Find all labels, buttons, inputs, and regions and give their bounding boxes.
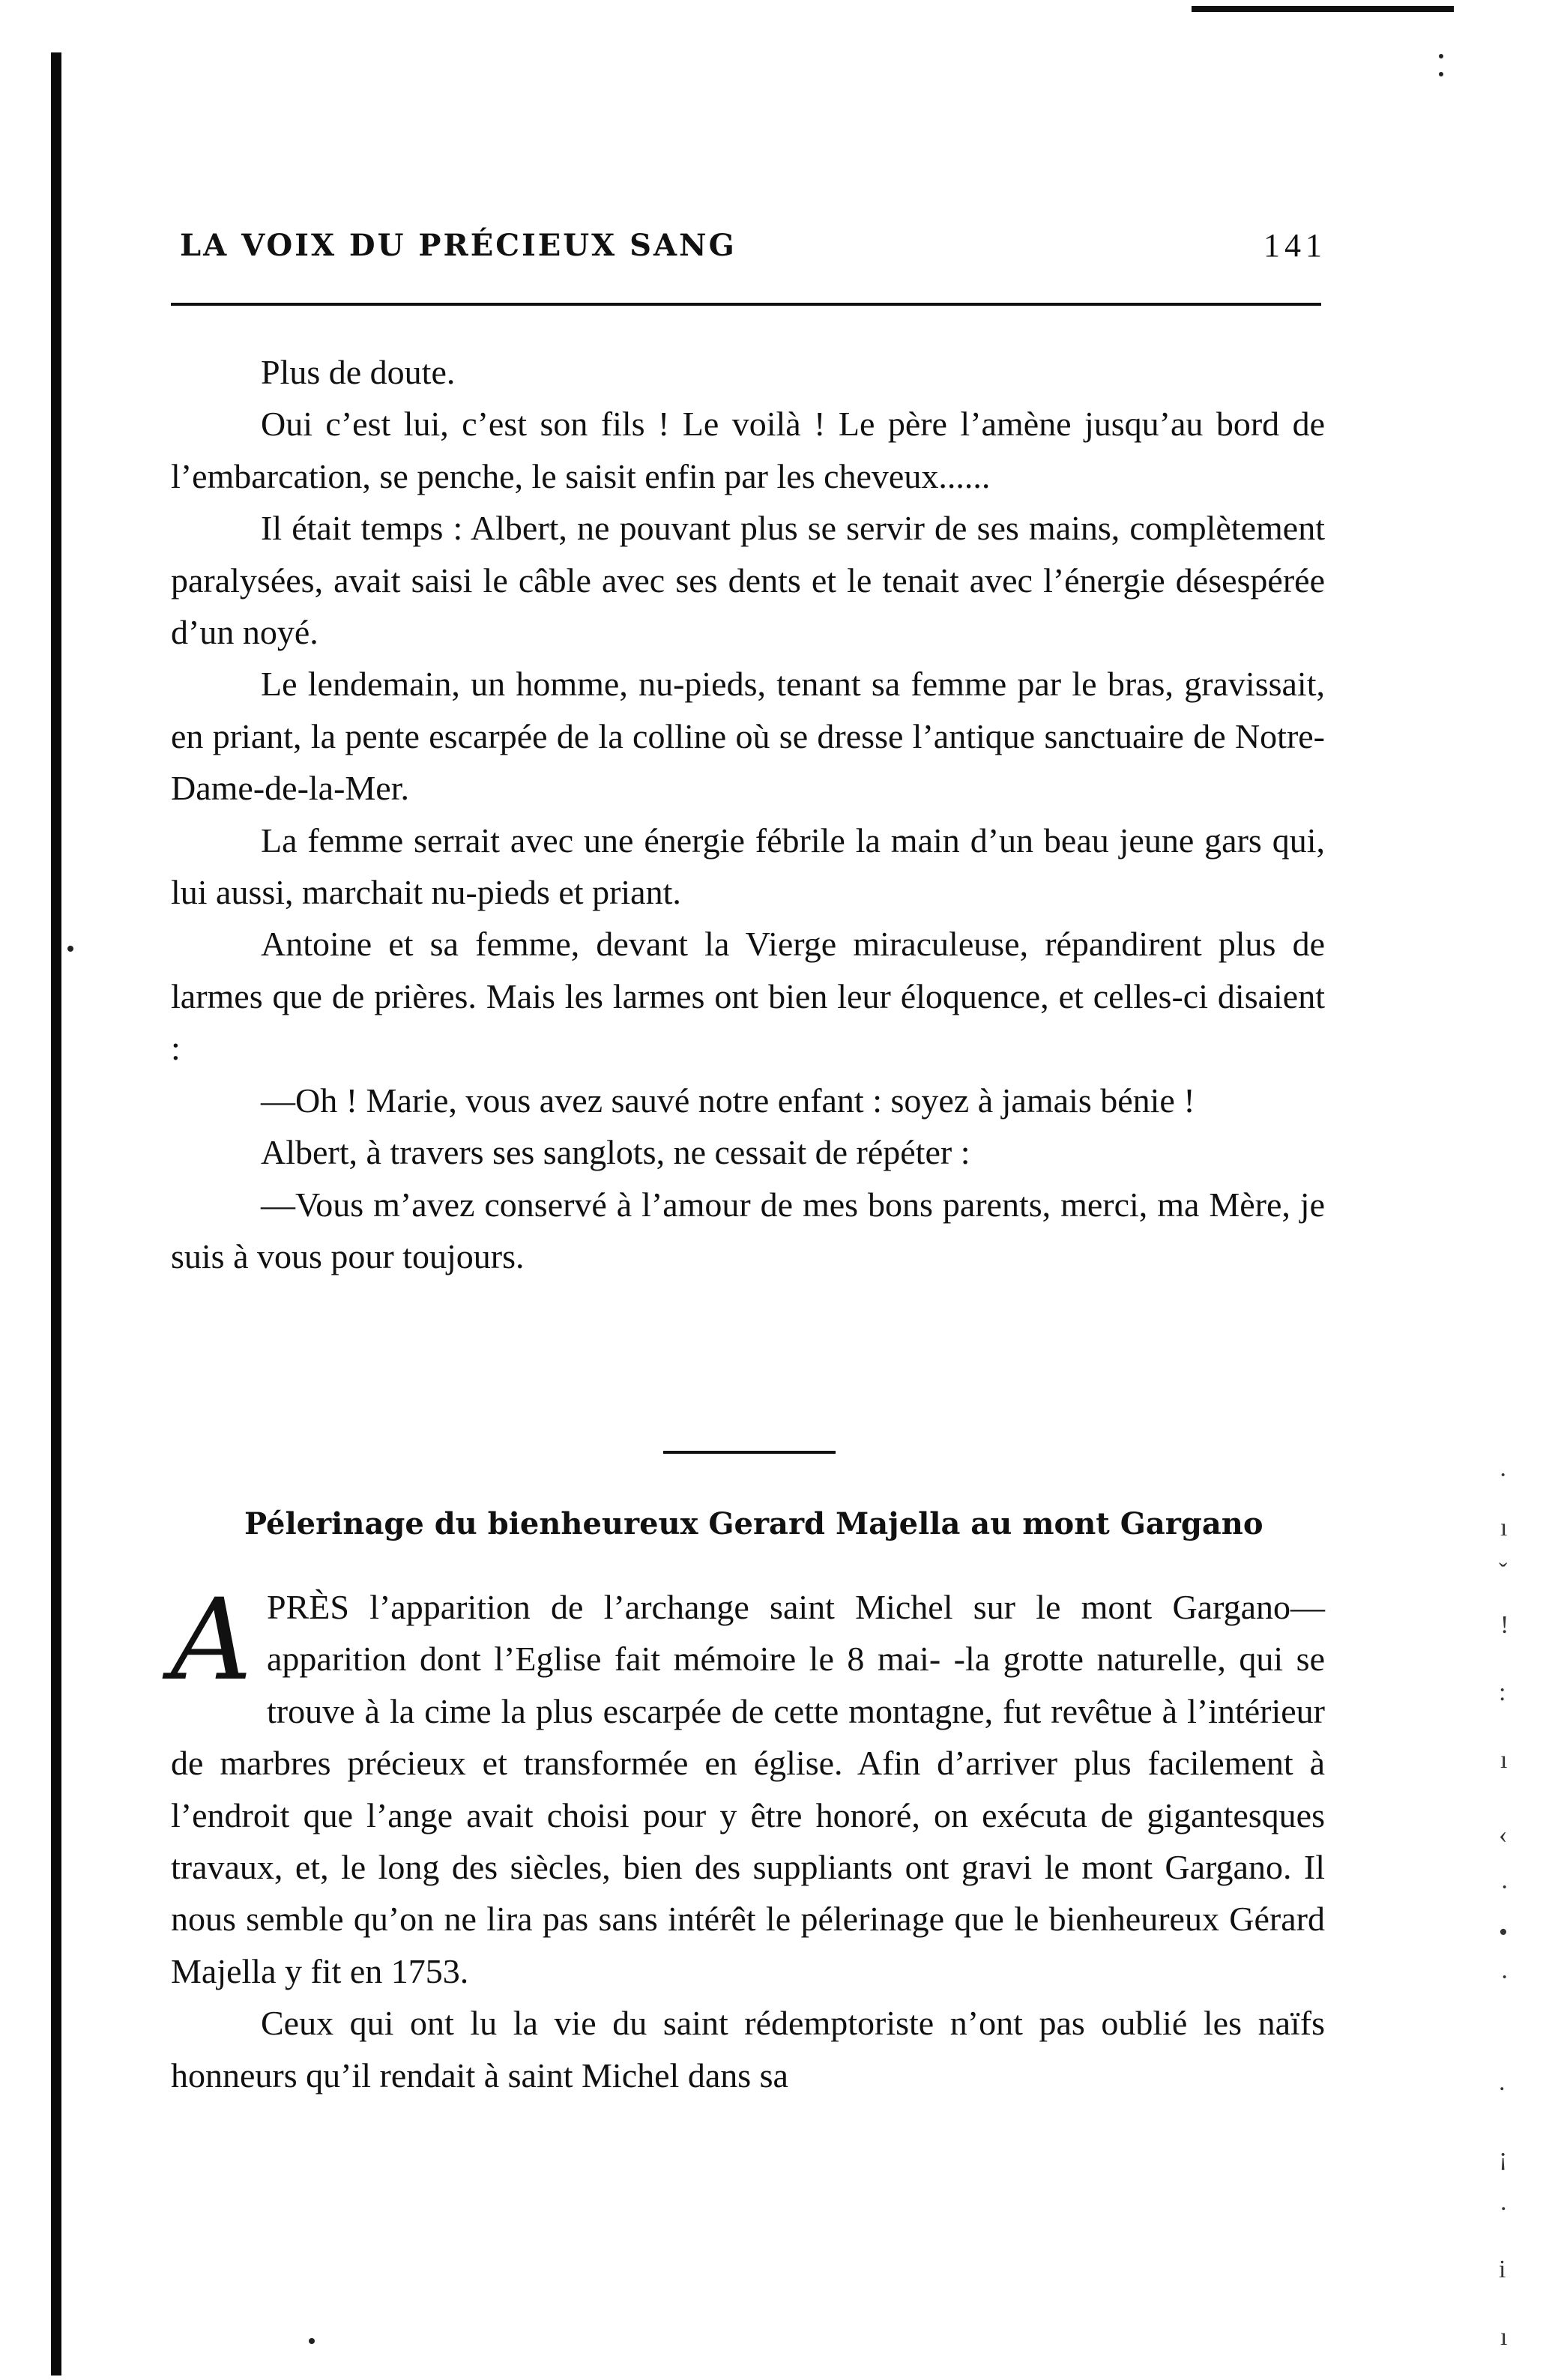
paragraph: Il était temps : Albert, ne pouvant plus se servir de ses mains, complètement paralysées, avait saisi le câble avec ses dents et le tenait avec l’énergie désespérée d’un noyé. bbox=[171, 509, 1325, 652]
paragraph: —Vous m’avez conservé à l’amour de mes bons parents, merci, ma Mère, je suis à vous pour toujours. bbox=[171, 1185, 1325, 1275]
paragraph: Ceux qui ont lu la vie du saint rédemptoriste n’ont pas oublié les naïfs honneurs qu’il rendait à saint Michel dans sa bbox=[171, 2004, 1325, 2094]
margin-mark: ı bbox=[1500, 1514, 1508, 1541]
margin-mark: • bbox=[1499, 1918, 1508, 1946]
header-rule bbox=[171, 303, 1321, 306]
margin-mark: i bbox=[1499, 2256, 1506, 2283]
opening-text: PRÈS l’apparition de l’archange saint Michel sur le mont Gargano—apparition dont l’Eglise fait mémoire le 8 mai- -la grotte naturelle, qui se trouve à la cime la plus escarpée de cette montagne, fut revêtue à l’intérieur de marbres précieux et transformée en église. Afin d’arriver plus facilement à l’endroit que l’ange avait choisi pour y être honoré, on exécuta de gigantesques travaux, et, le long des siècles, bien des suppliants ont gravi le mont Gargano. Il nous semble qu’on ne lira pas sans intérêt le pélerinage que le bienheureux Gérard Majella y fit en 1753. bbox=[171, 1588, 1325, 1990]
paragraph: Antoine et sa femme, devant la Vierge miraculeuse, répandirent plus de larmes que de prières. Mais les larmes ont bien leur éloquence, et celles-ci disaient : bbox=[171, 925, 1325, 1068]
scan-speck bbox=[1439, 54, 1443, 58]
page-number: 141 bbox=[1263, 227, 1326, 264]
margin-mark: ‹ bbox=[1499, 1821, 1508, 1849]
section-text bbox=[171, 1575, 1325, 2101]
drop-cap: A bbox=[171, 1575, 253, 1706]
scan-speck bbox=[67, 946, 73, 952]
margin-mark: ˇ bbox=[1499, 1559, 1508, 1586]
margin-mark: : bbox=[1499, 1679, 1506, 1706]
margin-mark: · bbox=[1500, 1873, 1509, 1901]
scan-speck bbox=[1439, 72, 1443, 76]
margin-mark: ¡ bbox=[1499, 2143, 1508, 2171]
margin-mark: ı bbox=[1500, 2323, 1508, 2351]
paragraph: Oui c’est lui, c’est son fils ! Le voilà ! Le père l’amène jusqu’au bord de l’embarcation, se penche, le saisit enfin par les cheveux...... bbox=[171, 405, 1325, 495]
margin-mark: . bbox=[1500, 2188, 1507, 2216]
scan-gutter-shadow bbox=[51, 52, 61, 2376]
paragraph: Le lendemain, un homme, nu-pieds, tenant sa femme par le bras, gravissait, en priant, la pente escarpée de la colline où se dresse l’antique sanctuaire de Notre-Dame-de-la-Mer. bbox=[171, 665, 1325, 808]
page-header bbox=[180, 223, 1326, 276]
scan-speck bbox=[309, 2338, 315, 2344]
paragraph: Albert, à travers ses sanglots, ne cessait de répéter : bbox=[261, 1133, 970, 1172]
opening-paragraph bbox=[171, 1575, 1325, 1997]
paragraph: La femme serrait avec une énergie fébrile la main d’un beau jeune gars qui, lui aussi, marchait nu-pieds et priant. bbox=[171, 821, 1325, 912]
margin-mark: · bbox=[1500, 1963, 1509, 1991]
margin-mark: . bbox=[1499, 2068, 1506, 2096]
chapter-end-text bbox=[171, 346, 1325, 1282]
margin-mark: ı bbox=[1500, 1746, 1508, 1774]
section-title: Pélerinage du bienheureux Gerard Majella au mont Gargano bbox=[244, 1506, 1263, 1541]
margin-mark: · bbox=[1499, 1461, 1508, 1489]
margin-mark: ! bbox=[1500, 1611, 1509, 1639]
running-head: LA VOIX DU PRÉCIEUX SANG bbox=[180, 228, 737, 263]
scan-edge-rule bbox=[1192, 6, 1454, 12]
paragraph: —Oh ! Marie, vous avez sauvé notre enfant : soyez à jamais bénie ! bbox=[261, 1081, 1195, 1120]
paragraph: Plus de doute. bbox=[261, 353, 456, 391]
section-divider bbox=[663, 1451, 836, 1454]
